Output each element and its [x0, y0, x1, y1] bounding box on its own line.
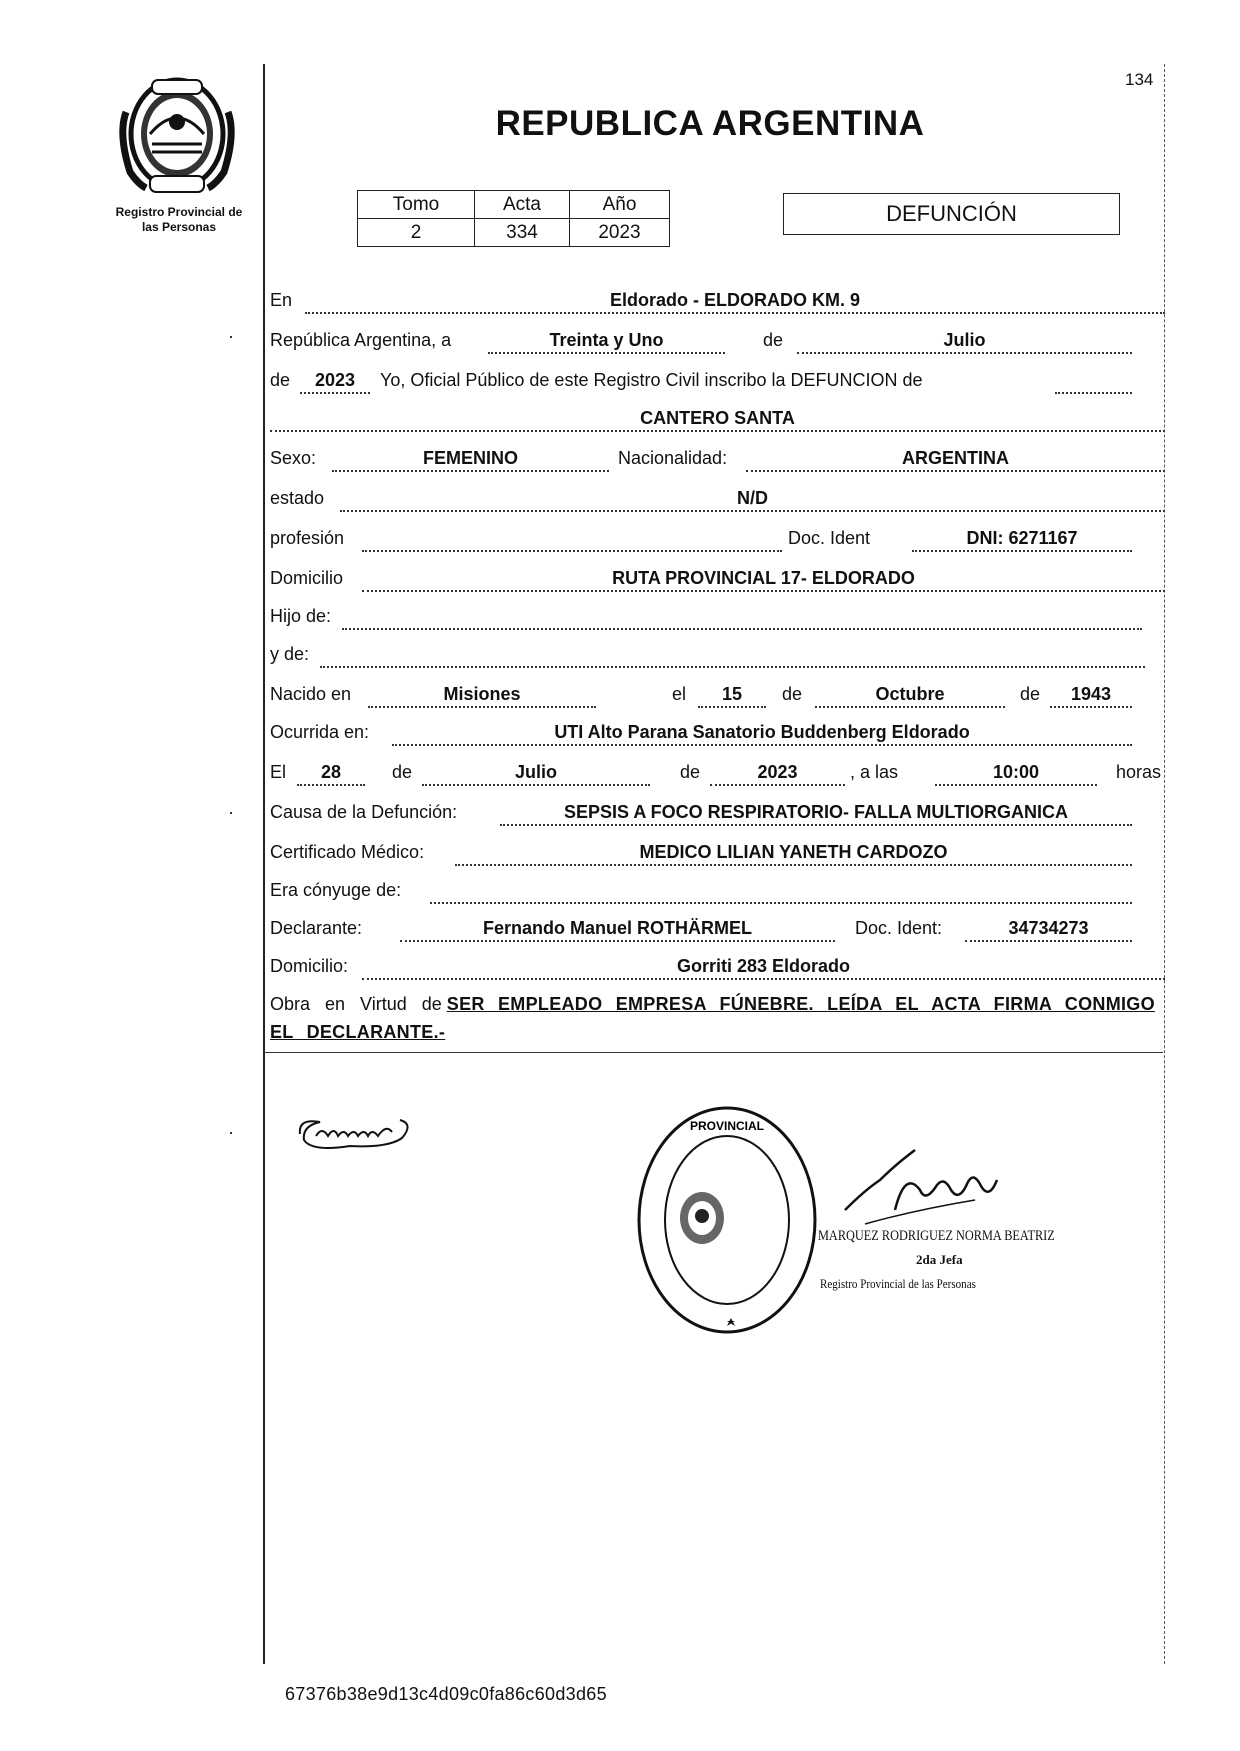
domicilio-label: Domicilio	[270, 568, 344, 588]
estado-value: N/D	[340, 488, 1165, 512]
obra-label: Obra en Virtud de	[270, 994, 442, 1014]
nacido-value: Misiones	[368, 684, 596, 708]
sexo-label: Sexo:	[270, 448, 317, 468]
profesion-label: profesión	[270, 528, 345, 548]
page-title: REPUBLICA ARGENTINA	[495, 104, 925, 143]
horas-label: horas	[1116, 762, 1162, 782]
de-label: de	[763, 330, 784, 350]
deceased-name-value: CANTERO SANTA	[270, 408, 1165, 432]
statement-text: Yo, Oficial Público de este Registro Civil inscribo la DEFUNCION de	[380, 370, 923, 390]
death-month-value: Julio	[422, 762, 650, 786]
hijo-value	[342, 606, 1142, 630]
document-hash: 67376b38e9d13c4d09c0fa86c60d3d65	[285, 1684, 607, 1704]
birth-day-value: 15	[698, 684, 766, 708]
declarante-value: Fernando Manuel ROTHÄRMEL	[400, 918, 835, 942]
ocurrida-value: UTI Alto Parana Sanatorio Buddenberg Eldorado	[392, 722, 1132, 746]
anio-value: 2023	[570, 219, 670, 247]
conyuge-value	[430, 880, 1132, 904]
sexo-value: FEMENINO	[332, 448, 609, 472]
certificado-value: MEDICO LILIAN YANETH CARDOZO	[455, 842, 1132, 866]
margin-mark	[230, 812, 232, 814]
conyuge-label: Era cónyuge de:	[270, 880, 402, 900]
year-prefix-label: de	[270, 370, 291, 390]
domicilio-value: RUTA PROVINCIAL 17- ELDORADO	[362, 568, 1165, 592]
de1-label: de	[782, 684, 803, 704]
decl-domicilio-label: Domicilio:	[270, 956, 349, 976]
official-stamp	[632, 1100, 822, 1340]
decl-domicilio-value: Gorriti 283 Eldorado	[362, 956, 1165, 980]
margin-mark	[230, 336, 232, 338]
section-divider	[263, 1052, 1163, 1053]
page-number: 134	[1125, 70, 1154, 89]
en-label: En	[270, 290, 293, 310]
El-label: El	[270, 762, 287, 782]
row-reason	[270, 990, 1160, 1046]
doc-ident-label: Doc. Ident	[788, 528, 871, 548]
day-text-value: Treinta y Uno	[488, 330, 725, 354]
causa-label: Causa de la Defunción:	[270, 802, 458, 822]
anio-header: Año	[570, 191, 670, 219]
death-time-value: 10:00	[935, 762, 1097, 786]
official-role: 2da Jefa	[916, 1252, 963, 1267]
yde-value	[320, 644, 1145, 668]
nacido-label: Nacido en	[270, 684, 352, 704]
birth-month-value: Octubre	[815, 684, 1005, 708]
official-signature	[825, 1140, 1025, 1230]
el-label: el	[672, 684, 687, 704]
ocurrida-label: Ocurrida en:	[270, 722, 370, 742]
svg-text:PROVINCIAL: PROVINCIAL	[689, 1119, 765, 1133]
de3-label: de	[392, 762, 413, 782]
obra-value: SER EMPLEADO EMPRESA FÚNEBRE. LEÍDA EL ACTA FIRMA CONMIGO EL DECLARANTE.-	[270, 994, 1155, 1042]
tomo-value: 2	[358, 219, 475, 247]
yde-label: y de:	[270, 644, 310, 664]
statement-blank	[1055, 370, 1132, 394]
declarant-signature	[290, 1112, 420, 1156]
declarante-label: Declarante:	[270, 918, 363, 938]
profesion-value	[362, 528, 782, 552]
de4-label: de	[680, 762, 701, 782]
hijo-label: Hijo de:	[270, 606, 332, 626]
alas-label: , a las	[850, 762, 899, 782]
tomo-header: Tomo	[358, 191, 475, 219]
record-type-box: DEFUNCIÓN	[783, 193, 1120, 235]
month-text-value: Julio	[797, 330, 1132, 354]
decl-doc-value: 34734273	[965, 918, 1132, 942]
causa-value: SEPSIS A FOCO RESPIRATORIO- FALLA MULTIORGANICA	[500, 802, 1132, 826]
left-margin-rule	[263, 64, 265, 1664]
margin-mark	[230, 1132, 232, 1134]
acta-header: Acta	[475, 191, 570, 219]
estado-label: estado	[270, 488, 325, 508]
birth-year-value: 1943	[1050, 684, 1132, 708]
death-year-value: 2023	[710, 762, 845, 786]
certificado-label: Certificado Médico:	[270, 842, 425, 862]
place-value: Eldorado - ELDORADO KM. 9	[305, 290, 1165, 314]
decl-doc-label: Doc. Ident:	[855, 918, 943, 938]
record-index-table	[357, 190, 670, 247]
nacionalidad-label: Nacionalidad:	[618, 448, 728, 468]
rep-label: República Argentina, a	[270, 330, 452, 350]
doc-ident-value: DNI: 6271167	[912, 528, 1132, 552]
year-value: 2023	[300, 370, 370, 394]
official-office: Registro Provincial de las Personas	[820, 1276, 976, 1291]
nacionalidad-value: ARGENTINA	[746, 448, 1165, 472]
registry-label: Registro Provincial de las Personas	[115, 205, 243, 234]
death-day-value: 28	[297, 762, 365, 786]
de2-label: de	[1020, 684, 1041, 704]
acta-value: 334	[475, 219, 570, 247]
province-seal-logo	[118, 72, 236, 198]
official-name: MARQUEZ RODRIGUEZ NORMA BEATRIZ	[818, 1228, 1055, 1244]
